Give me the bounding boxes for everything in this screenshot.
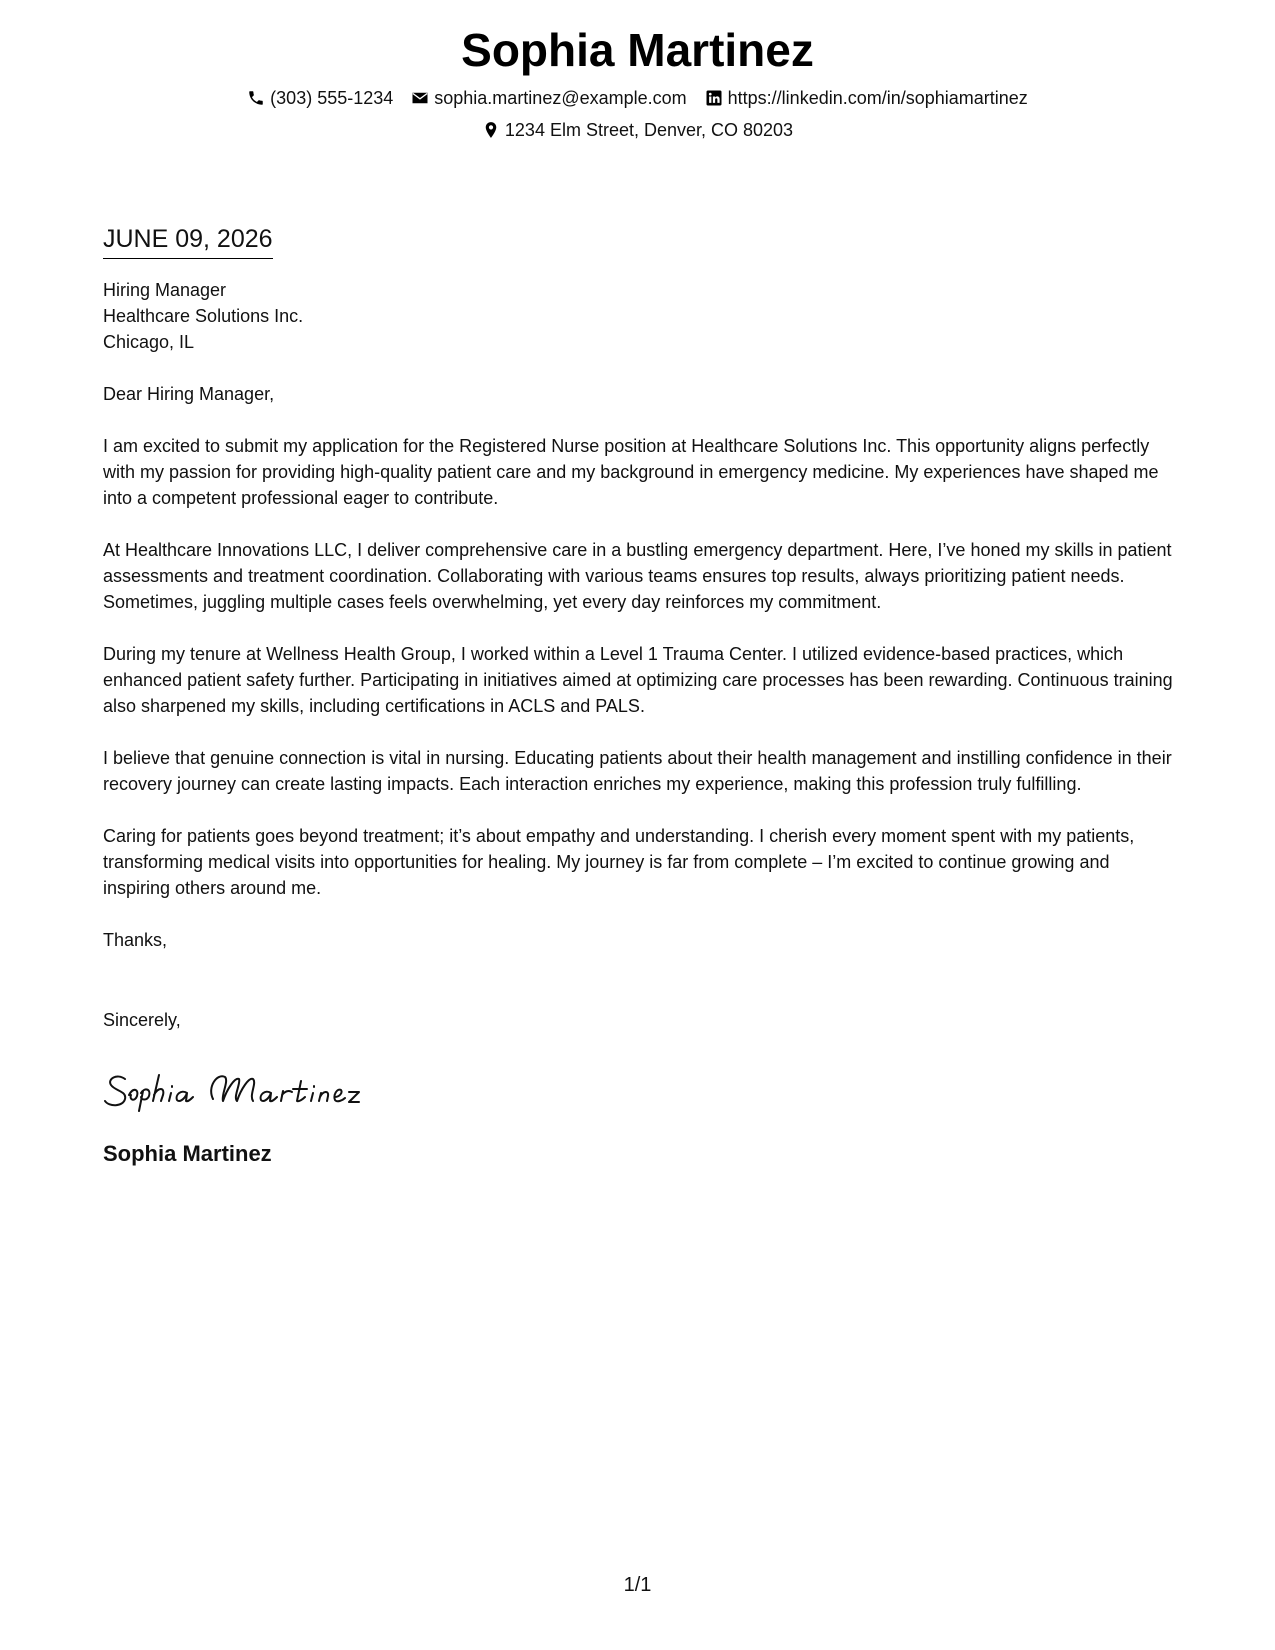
applicant-name: Sophia Martinez <box>461 24 814 76</box>
body-paragraph: I believe that genuine connection is vital in nursing. Educating patients about their health management and instilling confidence in their recovery journey can create lasting impacts. Each interaction enriches my experience, making this profession truly fulfilling. <box>103 748 1172 794</box>
contact-phone <box>247 86 393 110</box>
recipient-location: Chicago, IL <box>103 332 195 352</box>
salutation: Dear Hiring Manager, <box>103 384 275 404</box>
contact-line-primary <box>0 86 1275 110</box>
recipient-title: Hiring Manager <box>103 280 227 300</box>
contact-address <box>482 118 793 142</box>
body-paragraph: I am excited to submit my application for the Registered Nurse position at Healthcare Solutions Inc. This opportunity aligns perfectly with my passion for providing high-quality patient care and my background in emergency medicine. My experiences have shaped me into a competent professional eager to contribute. <box>103 436 1159 508</box>
body-paragraph: During my tenure at Wellness Health Group, I worked within a Level 1 Trauma Center. I utilized evidence-based practices, which enhanced patient safety further. Participating in initiatives aimed at optimizing care processes has been rewarding. Continuous training also sharpened my skills, including certifications in ACLS and PALS. <box>103 644 1173 716</box>
letter-header <box>0 22 1275 142</box>
body-paragraph: Caring for patients goes beyond treatment; it’s about empathy and understanding. I cherish every moment spent with my patients, transforming medical visits into opportunities for healing. My journey is far from complete – I’m excited to continue growing and inspiring others around me. <box>103 826 1135 898</box>
closing-thanks: Thanks, <box>103 930 168 950</box>
page-number: 1/1 <box>623 1574 652 1596</box>
phone-icon <box>247 89 265 107</box>
recipient-block <box>103 277 1173 355</box>
linkedin-url: https://linkedin.com/in/sophiamartinez <box>727 88 1028 108</box>
recipient-company: Healthcare Solutions Inc. <box>103 306 304 326</box>
linkedin-icon <box>705 89 723 107</box>
closing-sincerely: Sincerely, <box>103 1010 181 1030</box>
street-address: 1234 Elm Street, Denver, CO 80203 <box>504 120 794 140</box>
contact-email <box>411 86 686 110</box>
contact-line-address <box>0 118 1275 142</box>
letter-date: JUNE 09, 2026 <box>103 222 273 259</box>
body-paragraph: At Healthcare Innovations LLC, I deliver comprehensive care in a bustling emergency department. Here, I’ve honed my skills in patient assessments and treatment coordination. Collaborating with various teams ensures top results, always prioritizing patient needs. Sometimes, juggling multiple cases feels overwhelming, yet every day reinforces my commitment. <box>103 540 1172 612</box>
handwritten-signature <box>103 1065 363 1113</box>
map-pin-icon <box>482 121 500 139</box>
signed-name: Sophia Martinez <box>103 1141 272 1166</box>
phone-number: (303) 555-1234 <box>270 88 394 108</box>
letter-body <box>103 222 1173 1168</box>
email-address: sophia.martinez@example.com <box>434 88 687 108</box>
envelope-icon <box>411 89 429 107</box>
contact-linkedin <box>705 86 1028 110</box>
